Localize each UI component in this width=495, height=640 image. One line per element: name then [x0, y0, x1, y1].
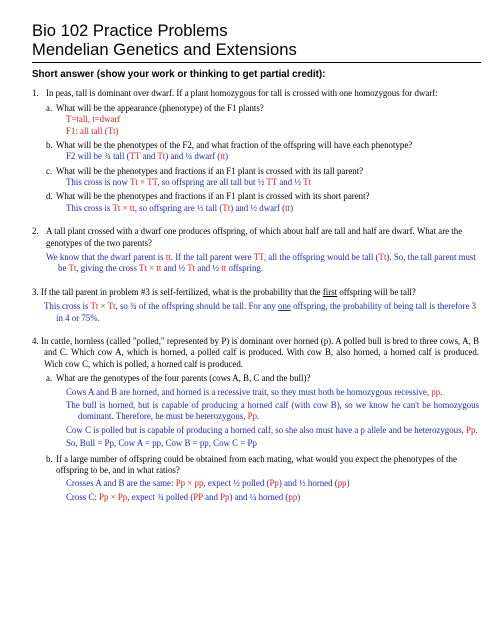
underlined-word: first: [322, 286, 338, 297]
part-a: [46, 103, 479, 137]
answer-line: F1: all tall (Tt): [66, 125, 119, 136]
answer-text: and ½: [161, 263, 188, 274]
answer-line: [66, 425, 479, 436]
question-text-part: offspring will be tall?: [337, 286, 416, 297]
genotype: Pp × pp: [175, 478, 204, 489]
question-4: [32, 336, 479, 503]
part-c: [46, 166, 479, 189]
question-2: [32, 226, 479, 275]
genotype: tt: [165, 252, 171, 263]
question-number: 1.: [32, 88, 39, 99]
answer-text: , so offspring are all tall but ½: [157, 177, 267, 188]
answer-text: .: [257, 411, 260, 422]
genotype: Pp: [220, 491, 230, 502]
answer-text: , so offspring are ½ tall (: [134, 202, 223, 213]
answer-text: , expect ½ polled (: [203, 478, 270, 489]
title-block: [32, 22, 479, 60]
genotype: Pp: [269, 478, 279, 489]
answer-text: ): [225, 151, 229, 162]
answer-line: [46, 252, 479, 275]
answer-text: F2 will be ¾ tall (: [66, 151, 130, 162]
underlined-word: one: [278, 301, 291, 312]
genotype: Pp: [247, 411, 258, 422]
answer-text: , expect ¾ polled (: [127, 491, 194, 502]
question-text: 4. In cattle, hornless (called "polled," represented by P) is dominant over horned (p). A polled bull is bred to three cows, A, B and C. Which cow A, which is horned, a polled calf is produced. With cow B, also horned, a horned calf is produced. Wich cow C, which is polled, a horned calf is produced.: [32, 335, 479, 369]
answer-text: offspring.: [226, 263, 264, 274]
answer-text: ) and ½ dwarf (: [230, 202, 286, 213]
answer-line: [66, 387, 479, 398]
answer-line: [66, 151, 479, 162]
part-label: b.: [46, 453, 53, 464]
genotype: pp: [337, 478, 347, 489]
section-heading: Short answer (show your work or thinking to get partial credit):: [32, 68, 326, 80]
answer-text: offspring, the probability of being tall is therefore 3 in 4 or 75%.: [56, 301, 477, 323]
genotype: Pp: [466, 424, 476, 435]
question-text: In peas, tall is dominant over dwarf. If a plant homozygous for tall is crossed with one homozygous for dwarf:: [46, 88, 438, 99]
answer-line: [44, 301, 479, 324]
genotype: Tt × TT: [129, 177, 158, 188]
question-number: 2.: [32, 226, 39, 237]
answer-text: This cross is: [44, 301, 91, 312]
genotype: PP: [193, 491, 203, 502]
answer-line: [66, 492, 479, 503]
genotype: tt: [220, 151, 226, 162]
genotype: Tt: [187, 263, 196, 274]
answer-text: Cows A and B are horned, and horned is a recessive trait, so they must both be homozygous recessive,: [66, 386, 432, 397]
title-divider: [32, 62, 481, 63]
answer-text: This cross is now: [66, 177, 130, 188]
genotype: Tt: [68, 263, 77, 274]
genotype: Tt: [303, 177, 311, 188]
part-label: c.: [46, 165, 53, 176]
answer-text: ): [346, 478, 350, 489]
answer-line: [66, 177, 479, 188]
answer-text: Cross C:: [66, 491, 100, 502]
part-a: [46, 373, 479, 449]
answer-text: . If the tall parent were: [170, 252, 254, 263]
genotype: Tt × tt: [112, 202, 135, 213]
part-label: b.: [46, 139, 53, 150]
answer-line: T=tall, t=dwarf: [66, 114, 121, 125]
answer-text: , giving the cross: [76, 263, 140, 274]
question-text-part: 3. If the tall parent in problem #3 is self-fertilized, what is the probability that the: [32, 286, 323, 297]
answer-text: ) and ¼ horned (: [229, 491, 289, 502]
page-subtitle: Mendelian Genetics and Extensions: [32, 39, 297, 59]
answer-line: [66, 203, 479, 214]
answer-text: ): [297, 491, 301, 502]
answer-text: We know that the dwarf parent is: [46, 252, 166, 263]
genotype: Tt: [157, 151, 166, 162]
answer-text: , so ¾ of the offspring should be tall. For any: [115, 301, 279, 312]
answer-text: and ½: [195, 263, 222, 274]
answer-text: and: [202, 491, 221, 502]
page-title: Bio 102 Practice Problems: [32, 21, 228, 40]
genotype: Tt: [378, 252, 387, 263]
answer-text: Cow C is polled but is capable of producing a horned calf, so she also must have a p allele and be heterozygous,: [66, 424, 467, 435]
genotype: Tt: [222, 202, 231, 213]
answer-line: [66, 478, 479, 489]
answer-text: ). So, the tall parent must be: [58, 252, 476, 274]
part-text: What will be the phenotypes and fractions if an F1 plant is crossed with its short parent?: [56, 191, 370, 202]
genotype: Tt × tt: [139, 263, 162, 274]
genotype: tt: [285, 202, 291, 213]
genotype: tt: [221, 263, 227, 274]
answer-text: This cross is: [66, 202, 113, 213]
genotype: TT: [266, 177, 278, 188]
part-text: What will be the appearance (phenotype) of the F1 plants?: [56, 102, 264, 113]
part-label: a.: [46, 102, 53, 113]
part-text: What will be the phenotypes of the F2, and what fraction of the offspring will have each phenotype?: [56, 139, 413, 150]
answer-text: and: [140, 151, 158, 162]
genotype: pp: [431, 386, 441, 397]
question-text: A tall plant crossed with a dwarf one produces offspring, of which about half are tall and half are dwarf. What are the genotypes of the two parents?: [46, 226, 463, 248]
question-3: [32, 287, 479, 324]
genotype: Pp × Pp: [99, 491, 128, 502]
answer-text: The bull is horned, but is capable of producing a horned calf (with cow B), so we know he can't be homozygous dominant. Therefore, he must be heterozygous,: [66, 399, 479, 422]
answer-text: .: [475, 424, 478, 435]
part-text: If a large number of offspring could be obtained from each mating, what would you expect the phenotypes of the offspring to be, and in what ratios?: [56, 453, 457, 475]
part-text: What are the genotypes of the four parents (cows A, B, C and the bull)?: [56, 373, 311, 384]
answer-text: , all the offspring would be tall (: [263, 252, 379, 263]
answer-text: .: [440, 386, 443, 397]
part-label: d.: [46, 191, 53, 202]
question-1: [32, 88, 479, 214]
genotype: pp: [288, 491, 298, 502]
part-d: [46, 191, 479, 214]
answer-text: and ½: [277, 177, 304, 188]
answer-text: ): [290, 202, 294, 213]
question-text: [32, 287, 479, 298]
part-b: [46, 454, 479, 504]
answer-text: ) and ½ horned (: [278, 478, 338, 489]
answer-text: Crosses A and B are the same:: [66, 478, 176, 489]
answer-text: ) and ¼ dwarf (: [165, 151, 221, 162]
part-text: What will be the phenotypes and fractions if an F1 plant is crossed with its tall parent?: [56, 165, 364, 176]
part-b: [46, 140, 479, 163]
genotype: Tt × Tt: [90, 301, 116, 312]
part-label: a.: [46, 373, 53, 384]
genotype: TT: [253, 252, 264, 263]
answer-line: [66, 400, 479, 423]
genotype: TT: [129, 151, 141, 162]
answer-line: So, Bull = Pp, Cow A = pp, Cow B = pp, Cow C = Pp: [66, 438, 257, 449]
